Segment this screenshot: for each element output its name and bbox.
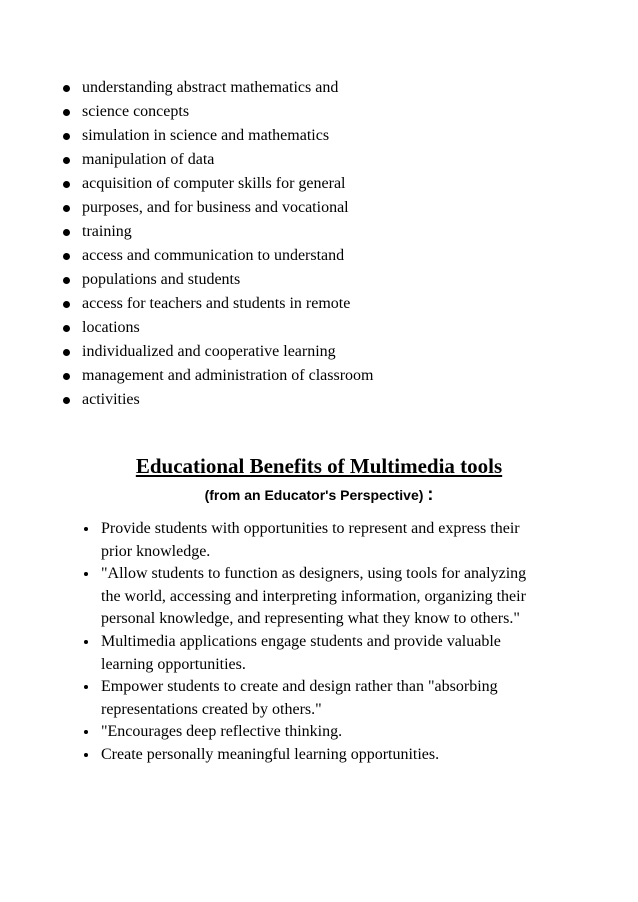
bullet-icon [63,373,70,380]
list-item-line: the world, accessing and interpreting information, organizing their [101,587,526,605]
list-item-line: Empower students to create and design rather than "absorbing [101,678,498,696]
bullet-icon [84,685,88,689]
bullet-icon [63,109,70,116]
benefits-list-bottom [0,518,638,767]
list-item [0,316,638,340]
bullet-icon [63,205,70,212]
list-item [0,744,553,767]
list-item-line: Provide students with opportunities to represent and express their [101,520,520,537]
bullet-icon [84,753,88,757]
section-subheading [0,483,638,506]
bullet-icon [63,397,70,404]
section-heading: Educational Benefits of Multimedia tools [135,454,503,478]
list-item [0,76,638,100]
list-item-text: acquisition of computer skills for general [82,175,346,192]
list-item [0,631,553,676]
bullet-icon [63,253,70,260]
list-item-text: understanding abstract mathematics and [82,79,339,96]
list-item [0,563,553,631]
list-item [0,172,638,196]
bullet-icon [63,229,70,236]
bullet-icon [63,277,70,284]
list-item [0,676,553,721]
list-item-text: simulation in science and mathematics [82,127,330,144]
list-item-text: management and administration of classroom [82,367,374,384]
list-item-text: populations and students [82,271,241,288]
benefits-list-top [0,76,638,412]
list-item-line: representations created by others." [101,700,322,718]
list-item-line: "Encourages deep reflective thinking. [101,723,343,741]
list-item [0,364,638,388]
list-item-text: training [82,223,132,240]
list-item [0,220,638,244]
list-item-text: locations [82,319,140,336]
list-item [0,292,638,316]
list-item [0,244,638,268]
list-item-line: learning opportunities. [101,655,246,673]
bullet-icon [63,157,70,164]
list-item-line: Multimedia applications engage students and provide valuable [101,632,501,650]
list-item [0,518,553,563]
list-item-text: access for teachers and students in remote [82,295,351,312]
subheading-text: (from an Educator's Perspective) [204,487,424,503]
bullet-icon [84,572,88,576]
list-item-line: prior knowledge. [101,542,211,560]
list-item [0,388,638,412]
list-item [0,148,638,172]
list-item-line: "Allow students to function as designers, using tools for analyzing [101,565,527,583]
bullet-icon [63,133,70,140]
bullet-icon [63,85,70,92]
bullet-icon [63,325,70,332]
bullet-icon [84,527,88,531]
list-item-text: purposes, and for business and vocational [82,199,349,216]
bullet-icon [63,349,70,356]
bullet-icon [84,730,88,734]
list-item-line: personal knowledge, and representing what they know to others." [101,610,520,628]
bullet-icon [84,640,88,644]
list-item [0,721,553,744]
list-item [0,100,638,124]
list-item [0,124,638,148]
list-item [0,340,638,364]
bullet-icon [63,301,70,308]
list-item-line: Create personally meaningful learning opportunities. [101,745,440,763]
list-item [0,196,638,220]
bullet-icon [63,181,70,188]
subheading-colon: : [427,484,434,504]
list-item-text: manipulation of data [82,151,215,168]
list-item-text: access and communication to understand [82,247,345,264]
list-item-text: activities [82,391,140,408]
list-item-text: science concepts [82,103,190,120]
list-item [0,268,638,292]
list-item-text: individualized and cooperative learning [82,343,336,360]
